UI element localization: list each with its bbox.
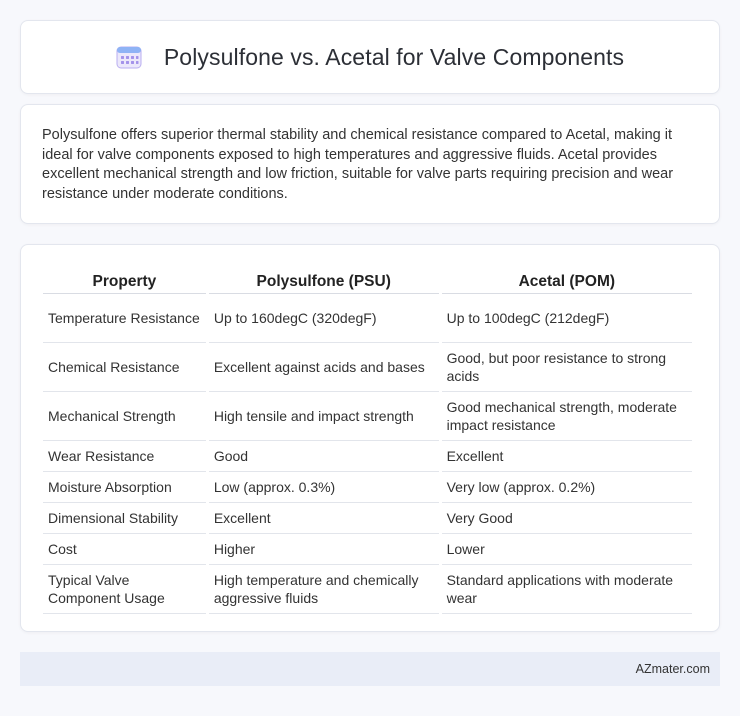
polysulfone-cell: Excellent xyxy=(209,503,439,534)
header-acetal: Acetal (POM) xyxy=(442,266,692,294)
property-cell: Wear Resistance xyxy=(43,441,206,472)
acetal-cell: Very low (approx. 0.2%) xyxy=(442,472,692,503)
header-property: Property xyxy=(43,266,206,294)
table-row xyxy=(43,565,692,614)
table-row xyxy=(43,343,692,392)
title-card xyxy=(20,20,720,94)
table-row xyxy=(43,441,692,472)
table-row xyxy=(43,392,692,441)
acetal-cell: Very Good xyxy=(442,503,692,534)
comparison-card xyxy=(20,244,720,632)
property-cell: Mechanical Strength xyxy=(43,392,206,441)
footer-bar xyxy=(20,652,720,686)
table-row xyxy=(43,294,692,343)
property-cell: Chemical Resistance xyxy=(43,343,206,392)
polysulfone-cell: Higher xyxy=(209,534,439,565)
polysulfone-cell: Up to 160degC (320degF) xyxy=(209,294,439,343)
property-cell: Typical Valve Component Usage xyxy=(43,565,206,614)
page-title: Polysulfone vs. Acetal for Valve Components xyxy=(163,43,625,70)
property-cell: Cost xyxy=(43,534,206,565)
table-row xyxy=(43,472,692,503)
intro-card xyxy=(20,104,720,224)
comparison-table xyxy=(40,266,695,614)
acetal-cell: Up to 100degC (212degF) xyxy=(442,294,692,343)
acetal-cell: Standard applications with moderate wear xyxy=(442,565,692,614)
table-header-row xyxy=(43,266,692,294)
property-cell: Moisture Absorption xyxy=(43,472,206,503)
table-row xyxy=(43,503,692,534)
polysulfone-cell: Excellent against acids and bases xyxy=(209,343,439,392)
footer-brand: AZmater.com xyxy=(635,662,710,676)
polysulfone-cell: Low (approx. 0.3%) xyxy=(209,472,439,503)
acetal-cell: Lower xyxy=(442,534,692,565)
property-cell: Dimensional Stability xyxy=(43,503,206,534)
property-cell: Temperature Resistance xyxy=(43,294,206,343)
polysulfone-cell: High tensile and impact strength xyxy=(209,392,439,441)
table-row xyxy=(43,534,692,565)
acetal-cell: Good, but poor resistance to strong acids xyxy=(442,343,692,392)
calendar-icon xyxy=(116,44,142,70)
polysulfone-cell: Good xyxy=(209,441,439,472)
header-polysulfone: Polysulfone (PSU) xyxy=(209,266,439,294)
polysulfone-cell: High temperature and chemically aggressive fluids xyxy=(209,565,439,614)
acetal-cell: Good mechanical strength, moderate impact resistance xyxy=(442,392,692,441)
intro-paragraph: Polysulfone offers superior thermal stability and chemical resistance compared to Acetal, making it ideal for valve components exposed to high temperatures and aggressive fluids. Acetal provides excellent mechanical strength and low friction, suitable for valve parts requiring precision and wear resistance under moderate conditions. xyxy=(42,127,674,202)
acetal-cell: Excellent xyxy=(442,441,692,472)
